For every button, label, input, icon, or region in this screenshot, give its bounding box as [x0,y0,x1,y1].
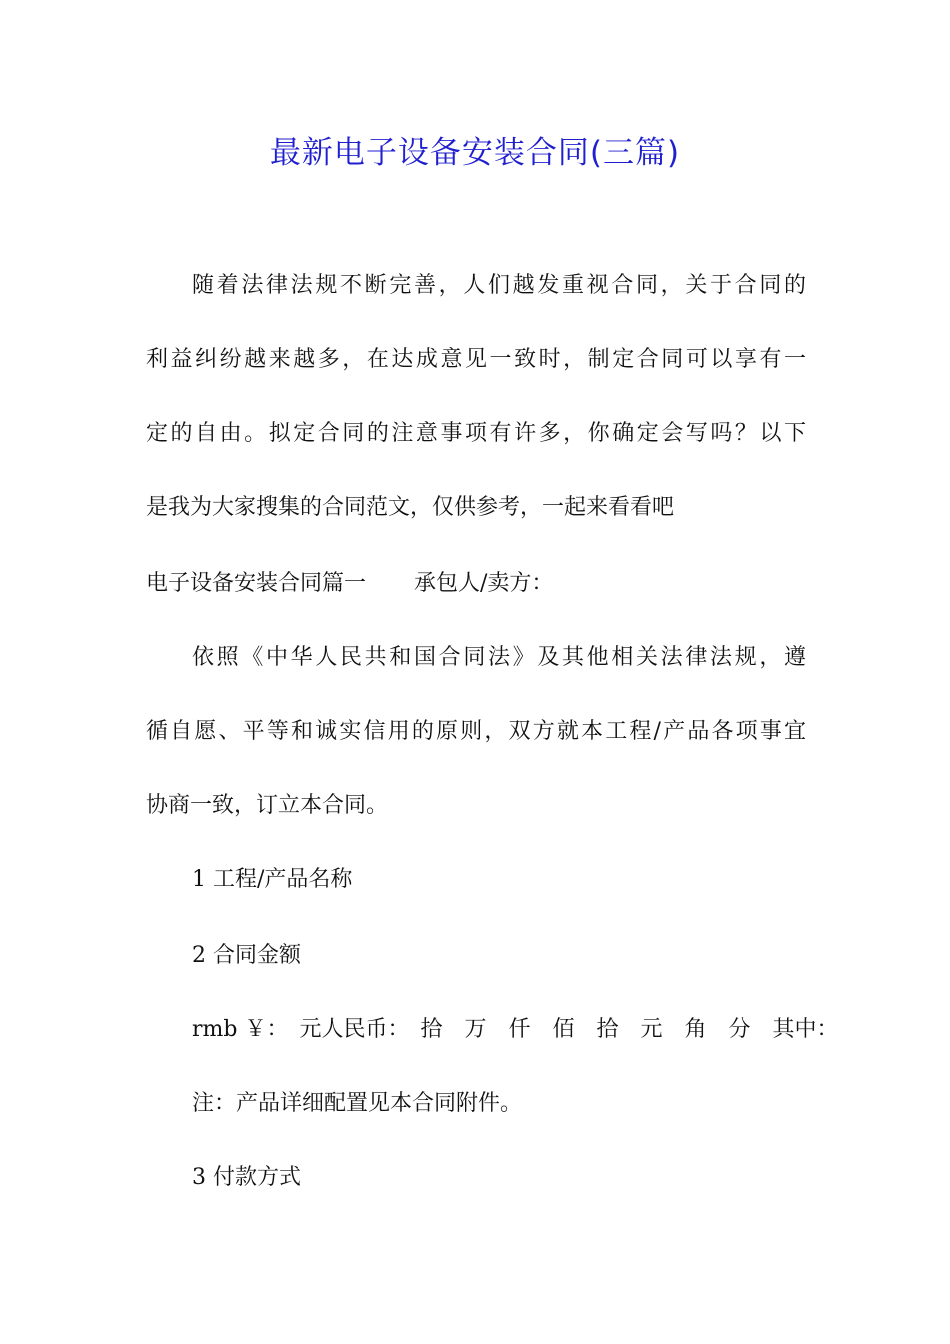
basis-line-1: 依照《中华人民共和国合同法》及其他相关法律法规，遵 [192,645,806,670]
clause-3-heading: 3 付款方式 [192,1165,301,1190]
contractor-label: 承包人/卖方： [414,571,554,596]
amount-line: rmb ￥： 元人民币： 拾 万 仟 佰 拾 元 角 分 其中： [192,1017,839,1042]
clause-1-heading: 1 工程/产品名称 [192,867,353,892]
section-heading: 电子设备安装合同篇一 [146,571,367,596]
document-title: 最新电子设备安装合同(三篇) [269,135,681,171]
section-heading-line [146,566,806,602]
intro-line-3: 定的自由。拟定合同的注意事项有许多，你确定会写吗？以下 [146,421,806,446]
intro-line-2: 利益纠纷越来越多，在达成意见一致时，制定合同可以享有一 [146,347,806,372]
intro-line-4: 是我为大家搜集的合同范文，仅供参考，一起来看看吧 [146,495,675,520]
note-line: 注：产品详细配置见本合同附件。 [192,1091,523,1116]
basis-line-3: 协商一致，订立本合同。 [146,793,389,818]
clause-2-heading: 2 合同金额 [192,943,301,968]
intro-line-1: 随着法律法规不断完善，人们越发重视合同，关于合同的 [192,273,806,298]
basis-line-2: 循自愿、平等和诚实信用的原则，双方就本工程/产品各项事宜 [146,719,806,744]
